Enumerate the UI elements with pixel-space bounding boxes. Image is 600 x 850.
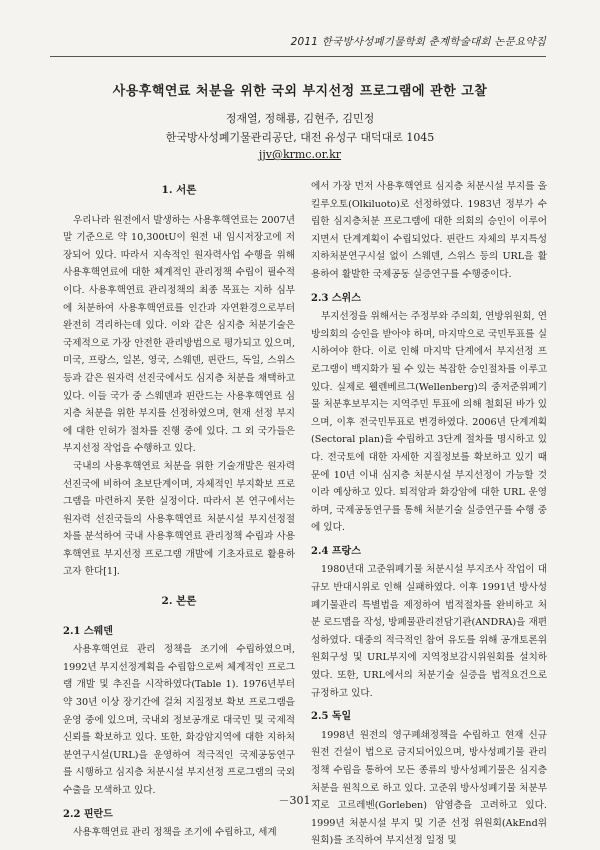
authors: 정재열, 정해룡, 김현주, 김민정 <box>225 112 375 125</box>
subsection-heading-finland: 2.2 핀란드 <box>63 808 113 820</box>
paragraph: 국내의 사용후핵연료 처분을 위한 기술개발은 원자력 선진국에 비하여 초보단계이며, 자체적인 부지확보 프로그램을 마련하지 못한 실정이다. 따라서 본 연구에서는 원자력 선진국들의 사용후핵연료 처분시설 부지선정절차를 분석하여 국내 사용후핵연료 관리정책 수립과 사용후핵연료 부지선정 프로그램 개발에 기초자료로 활용하고자 한다[1]. <box>63 460 295 578</box>
page-number: －301－ <box>278 794 322 807</box>
header-rule <box>50 56 546 57</box>
paragraph: 에서 가장 먼저 사용후핵연료 심지층 처분시설 부지를 올킬루오토(Olkiluoto)로 선정하였다. 1983년 정부가 수립한 심지층처분 프로그램에 대한 의회의 승인이 이루어지면서 단계계획이 수립되었다. 핀란드 자체의 부지특성 지하처분연구시설 없이 스웨덴, 스위스 등의 URL을 활용하여 활발한 국제공동 실증연구를 수행중이다. <box>311 181 547 280</box>
paragraph: 사용후핵연료 관리 정책을 조기에 수립하였으며, 1992년 부지선정계획을 수립함으로써 체계적인 프로그램 개발 및 추진을 시작하였다(Table 1). 1976년부터 약 30년 이상 장기간에 걸쳐 지질정보 확보 프로그램을 운영 중에 있으며, 국내외 정보공개로 대국민 및 국제적 신뢰를 확보하고 있다. 또한, 화강암지역에 대한 지하처분연구시설(URL)을 운영하여 적극적인 국제공동연구를 시행하고 심지층 처분시설 부지선정 프로그램의 국외 수출을 모색하고 있다. <box>63 644 295 796</box>
subsection-heading-switzerland: 2.3 스위스 <box>311 292 361 304</box>
paragraph: 사용후핵연료 관리 정책을 조기에 수립하고, 세계 <box>73 827 277 839</box>
paragraph: 부지선정을 위해서는 주정부와 주의회, 연방위원회, 연방의회의 승인을 받아야 하며, 마지막으로 국민투표를 실시하여야 한다. 이로 인해 마지막 단계에서 부지선정 프로그램이 백지화가 될 수 있는 복잡한 승인절차를 이루고 있다. 실제로 웰렌베르그(Wellenberg)의 중저준위폐기물 처분후보부지는 지역주민 투표에 의해 철회된 바가 있으며, 이후 전국민투표로 변경하였다. 2006년 단계계획(Sectoral plan)을 수립하고 3단계 절차를 명시하고 있다. 전국토에 대한 자세한 지질정보를 확보하고 있기 때문에 10년 이내 심지층 처분시설 부지선정이 가능할 것이라 예상하고 있다. 퇴적암과 화강암에 대한 URL 운영하며, 국제공동연구를 통해 처분기술 실증연구를 수행 중에 있다. <box>311 311 547 534</box>
right-column <box>311 178 547 850</box>
affiliation: 한국방사성폐기물관리공단, 대전 유성구 대덕대로 1045 <box>165 131 435 144</box>
subsection-heading-france: 2.4 프랑스 <box>311 545 361 557</box>
email-link[interactable]: jjv@krmc.or.kr <box>258 148 342 161</box>
left-column <box>63 178 295 842</box>
paragraph: 1998년 원전의 영구폐쇄정책을 수립하고 현재 신규 원전 건설이 법으로 금지되어있으며, 방사성폐기물 관리정책 수립을 통하여 모든 종류의 방사성폐기물은 심지층 처분을 원칙으로 하고 있다. 고준위 방사성폐기물 처분부지로 고르레벤(Gorleben) 암염층을 고려하고 있다. 1999년 처분시설 부지 및 기준 선정 위원회(AkEnd위원회)를 조직하여 부지선정 일정 및 <box>311 729 547 847</box>
section-heading-body: 2. 본론 <box>161 595 197 608</box>
running-header: 2011 한국방사성폐기물학회 춘계학술대회 논문요약집 <box>290 36 546 48</box>
paragraph: 우리나라 원전에서 발생하는 사용후핵연료는 2007년 말 기준으로 약 10,300tU이 원전 내 임시저장고에 저장되어 있다. 따라서 지속적인 원자력사업 수행을 위해 사용후핵연료에 대한 체계적인 관리정책 수립이 필수적이다. 사용후핵연료 관리정책의 최종 목표는 지하 심부에 처분하여 사용후핵연료를 인간과 자연환경으로부터 완전히 격리하는데 있다. 이와 같은 심지층 처분기술은 국제적으로 가장 안전한 관리방법으로 평가되고 있으며, 미국, 프랑스, 일본, 영국, 스웨덴, 핀란드, 독일, 스위스 등과 같은 원자력 선진국에서도 심지층 처분을 채택하고 있다. 이들 국가 중 스웨덴과 핀란드는 사용후핵연료 심지층 처분을 위한 부지를 선정하였으며, 현재 선정 부지에 대한 인허가 절차를 진행 중에 있다. 그 외 국가들은 부지선정 작업을 수행하고 있다. <box>63 214 295 455</box>
subsection-heading-sweden: 2.1 스웨덴 <box>63 625 113 637</box>
paper-title: 사용후핵연료 처분을 위한 국외 부지선정 프로그램에 관한 고찰 <box>112 84 488 99</box>
subsection-heading-germany: 2.5 독일 <box>311 711 352 723</box>
paragraph: 1980년대 고준위폐기물 처분시설 부지조사 작업이 대규모 반대시위로 인해 실패하였다. 이후 1991년 방사성폐기물관리 특별법을 제정하여 법적절차를 완비하고 처분 로드맵을 작성, 방폐물관리전담기관(ANDRA)을 재편성하였다. 대중의 적극적인 참여 유도를 위해 공개토론위원회구성 및 URL부지에 지역정보감시위원회를 설치하였다. 또한, URL에서의 처분기술 실증을 법적요건으로 규정하고 있다. <box>311 564 547 699</box>
section-heading-intro: 1. 서론 <box>161 184 197 196</box>
